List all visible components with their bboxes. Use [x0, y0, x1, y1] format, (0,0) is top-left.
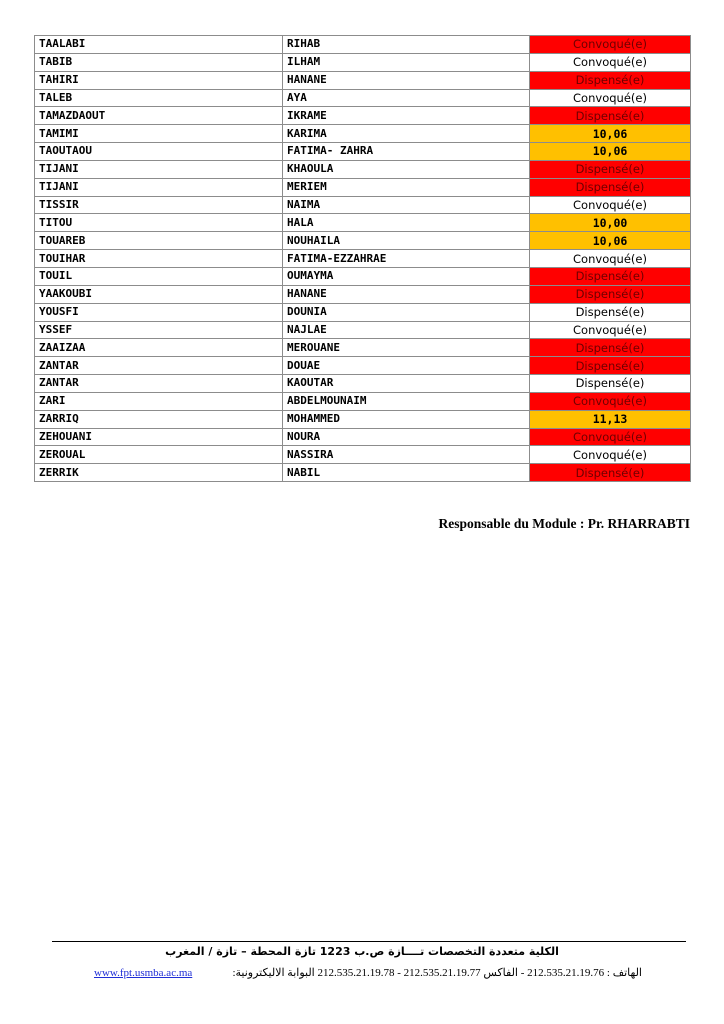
student-last-name: TAHIRI [35, 71, 283, 89]
table-row [35, 196, 691, 214]
student-first-name: MOHAMMED [283, 410, 530, 428]
student-last-name: TABIB [35, 53, 283, 71]
student-last-name: ZANTAR [35, 357, 283, 375]
student-first-name: KHAOULA [283, 160, 530, 178]
student-status: Dispensé(e) [530, 303, 691, 321]
table-row [35, 232, 691, 250]
student-first-name: NAJLAE [283, 321, 530, 339]
table-row [35, 53, 691, 71]
student-first-name: HALA [283, 214, 530, 232]
table-row [35, 357, 691, 375]
student-status: Dispensé(e) [530, 464, 691, 482]
student-first-name: ILHAM [283, 53, 530, 71]
module-responsible: Responsable du Module : Pr. RHARRABTI [438, 516, 690, 531]
student-last-name: ZEHOUANI [35, 428, 283, 446]
student-last-name: TAALABI [35, 36, 283, 54]
table-row [35, 285, 691, 303]
student-last-name: ZEROUAL [35, 446, 283, 464]
student-status: Convoqué(e) [530, 250, 691, 268]
student-status: Convoqué(e) [530, 428, 691, 446]
student-last-name: YSSEF [35, 321, 283, 339]
student-first-name: NABIL [283, 464, 530, 482]
student-first-name: HANANE [283, 71, 530, 89]
website-link[interactable]: www.fpt.usmba.ac.ma [94, 967, 193, 979]
student-first-name: ABDELMOUNAIM [283, 392, 530, 410]
table-row [35, 392, 691, 410]
student-first-name: HANANE [283, 285, 530, 303]
student-status: Dispensé(e) [530, 160, 691, 178]
student-status: Dispensé(e) [530, 285, 691, 303]
student-last-name: TAMIMI [35, 125, 283, 143]
student-status: Dispensé(e) [530, 71, 691, 89]
student-status: Dispensé(e) [530, 339, 691, 357]
student-status: 10,00 [530, 214, 691, 232]
footer-phones: الهاتف : 212.535.21.19.76 - الفاكس 212.535.21.19.77 - 212.535.21.19.78 البوابة الاليكترونية: [232, 967, 642, 979]
student-status: 10,06 [530, 232, 691, 250]
student-first-name: NASSIRA [283, 446, 530, 464]
student-status: Dispensé(e) [530, 107, 691, 125]
student-status: Convoqué(e) [530, 53, 691, 71]
table-row [35, 36, 691, 54]
student-status: Dispensé(e) [530, 375, 691, 393]
student-first-name: FATIMA- ZAHRA [283, 143, 530, 161]
student-last-name: TAOUTAOU [35, 143, 283, 161]
table-row [35, 71, 691, 89]
student-first-name: IKRAME [283, 107, 530, 125]
student-status: Convoqué(e) [530, 392, 691, 410]
student-last-name: TOUIHAR [35, 250, 283, 268]
student-last-name: YAAKOUBI [35, 285, 283, 303]
table-row [35, 267, 691, 285]
table-row [35, 410, 691, 428]
table-row [35, 143, 691, 161]
table-row [35, 107, 691, 125]
student-last-name: ZAAIZAA [35, 339, 283, 357]
table-row [35, 446, 691, 464]
student-first-name: DOUAE [283, 357, 530, 375]
student-first-name: MERIEM [283, 178, 530, 196]
table-row [35, 250, 691, 268]
table-row [35, 178, 691, 196]
student-first-name: FATIMA-EZZAHRAE [283, 250, 530, 268]
student-status: Dispensé(e) [530, 357, 691, 375]
student-last-name: ZARI [35, 392, 283, 410]
student-status: Convoqué(e) [530, 89, 691, 107]
student-first-name: MEROUANE [283, 339, 530, 357]
student-status: 10,06 [530, 125, 691, 143]
table-row [35, 125, 691, 143]
student-last-name: TIJANI [35, 160, 283, 178]
footer-address: الكلية متعددة التخصصات تــــازة ص.ب 1223 تازة المحطة – تازة / المغرب [165, 945, 559, 958]
student-last-name: TITOU [35, 214, 283, 232]
student-last-name: TALEB [35, 89, 283, 107]
student-last-name: TAMAZDAOUT [35, 107, 283, 125]
table-row [35, 160, 691, 178]
table-row [35, 89, 691, 107]
table-row [35, 321, 691, 339]
student-last-name: TOUAREB [35, 232, 283, 250]
table-row [35, 464, 691, 482]
student-status: Dispensé(e) [530, 267, 691, 285]
student-status: Convoqué(e) [530, 446, 691, 464]
table-row [35, 375, 691, 393]
student-last-name: YOUSFI [35, 303, 283, 321]
student-status: Dispensé(e) [530, 178, 691, 196]
student-status: 10,06 [530, 143, 691, 161]
table-row [35, 303, 691, 321]
table-row [35, 339, 691, 357]
student-first-name: NAIMA [283, 196, 530, 214]
student-first-name: RIHAB [283, 36, 530, 54]
footer-divider [52, 941, 686, 942]
student-last-name: TOUIL [35, 267, 283, 285]
student-status: 11,13 [530, 410, 691, 428]
students-table-body [35, 36, 691, 482]
student-last-name: ZERRIK [35, 464, 283, 482]
student-last-name: TISSIR [35, 196, 283, 214]
student-last-name: ZANTAR [35, 375, 283, 393]
student-last-name: ZARRIQ [35, 410, 283, 428]
student-first-name: NOURA [283, 428, 530, 446]
student-status: Convoqué(e) [530, 196, 691, 214]
student-status: Convoqué(e) [530, 321, 691, 339]
table-row [35, 214, 691, 232]
student-first-name: KAOUTAR [283, 375, 530, 393]
student-last-name: TIJANI [35, 178, 283, 196]
student-first-name: AYA [283, 89, 530, 107]
footer-contact [94, 966, 642, 979]
student-status: Convoqué(e) [530, 36, 691, 54]
student-first-name: OUMAYMA [283, 267, 530, 285]
table-row [35, 428, 691, 446]
student-first-name: DOUNIA [283, 303, 530, 321]
students-table [34, 35, 691, 482]
student-first-name: KARIMA [283, 125, 530, 143]
student-first-name: NOUHAILA [283, 232, 530, 250]
